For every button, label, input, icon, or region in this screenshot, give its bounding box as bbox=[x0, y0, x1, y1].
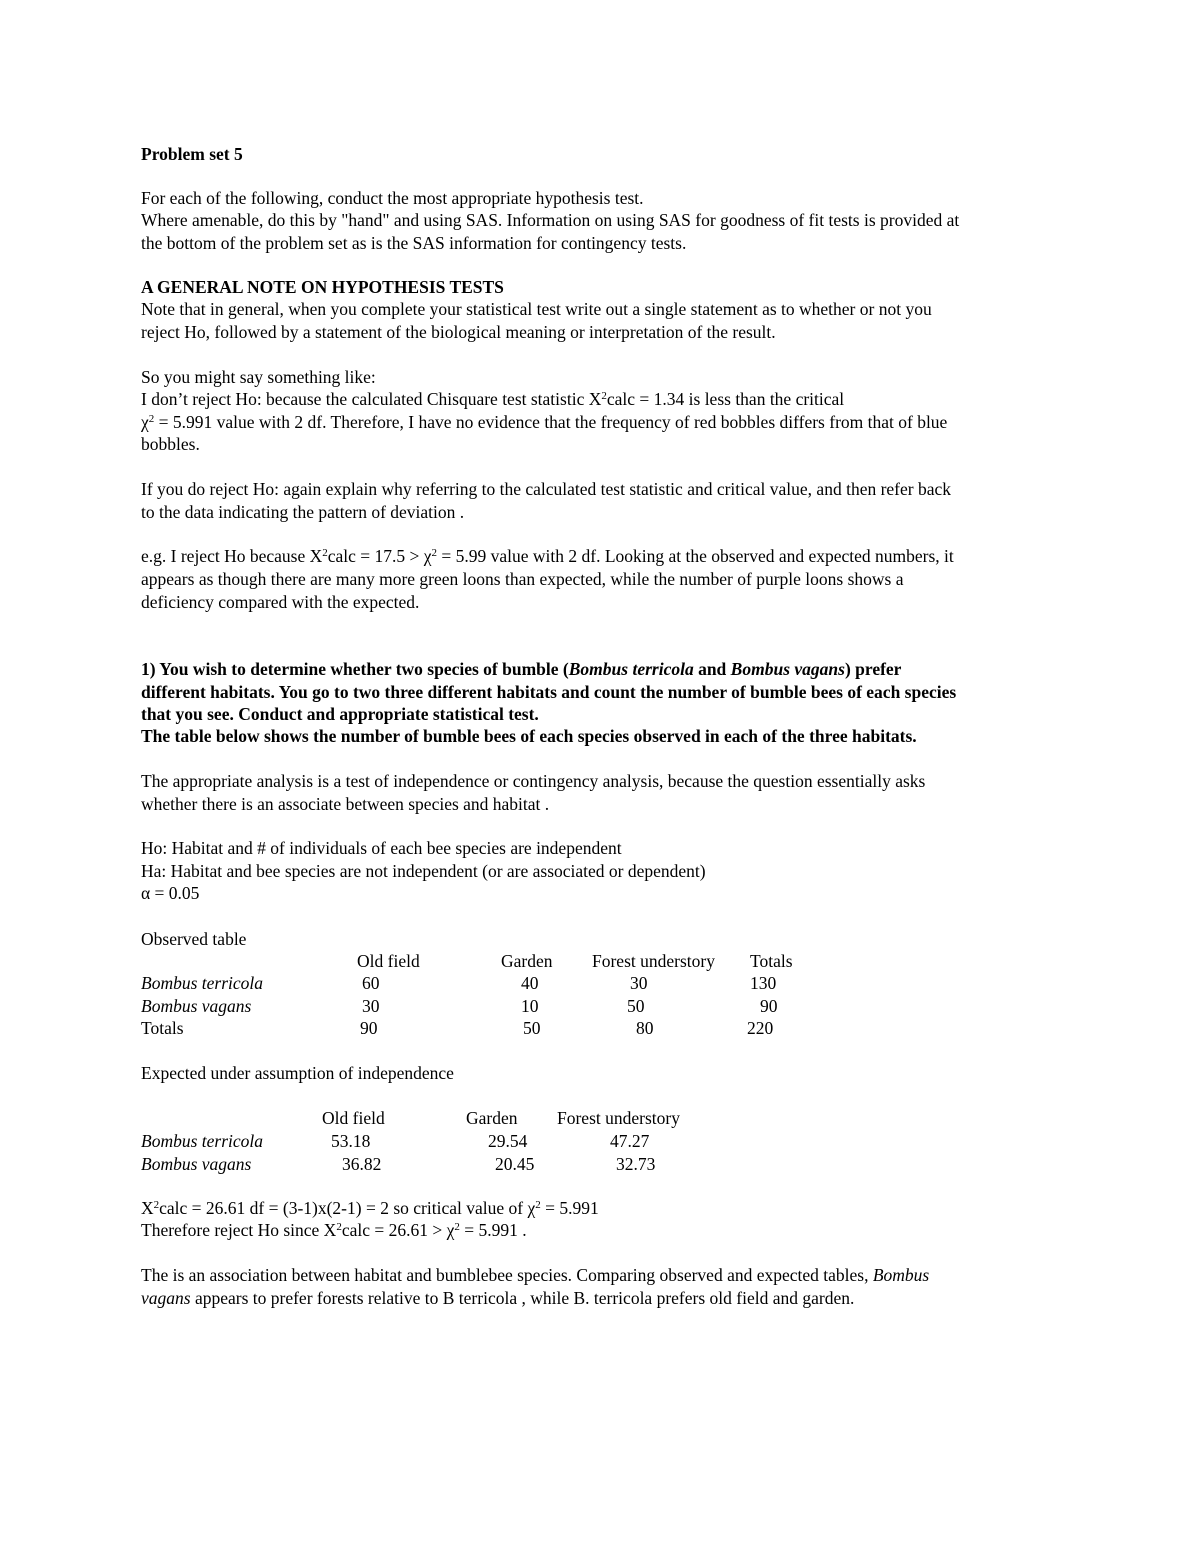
conclusion-line-2: vagans appears to prefer forests relative to B terricola , while B. terricola prefers old field and garden. bbox=[141, 1288, 855, 1308]
general-note-line-2: reject Ho, followed by a statement of the biological meaning or interpretation of the result. bbox=[141, 322, 776, 342]
observed-cell: 50 bbox=[523, 1018, 541, 1038]
question-1-line-4: The table below shows the number of bumble bees of each species observed in each of the three habitats. bbox=[141, 726, 917, 746]
expected-row-label: Bombus vagans bbox=[141, 1154, 252, 1174]
page-title: Problem set 5 bbox=[141, 144, 243, 164]
conclusion-line-1: The is an association between habitat and bumblebee species. Comparing observed and expected tables, Bombus bbox=[141, 1265, 930, 1285]
analysis-line-2: whether there is an associate between species and habitat . bbox=[141, 794, 550, 814]
general-note-line-1: Note that in general, when you complete your statistical test write out a single statement as to whether or not you bbox=[141, 299, 932, 319]
reject-line-1: If you do reject Ho: again explain why referring to the calculated test statistic and critical value, and then refer back bbox=[141, 479, 952, 499]
intro-line-1: For each of the following, conduct the most appropriate hypothesis test. bbox=[141, 188, 644, 208]
observed-header-garden: Garden bbox=[501, 951, 553, 971]
expected-cell: 32.73 bbox=[616, 1154, 656, 1174]
observed-header-old-field: Old field bbox=[357, 951, 420, 971]
observed-row-label: Totals bbox=[141, 1018, 184, 1038]
example-line-3: bobbles. bbox=[141, 434, 200, 454]
observed-cell: 60 bbox=[362, 973, 380, 993]
expected-cell: 20.45 bbox=[495, 1154, 535, 1174]
question-1-line-3: that you see. Conduct and appropriate statistical test. bbox=[141, 704, 539, 724]
observed-cell: 130 bbox=[750, 973, 777, 993]
question-1-line-1: 1) You wish to determine whether two species of bumble (Bombus terricola and Bombus vagans) prefer bbox=[141, 659, 902, 679]
null-hypothesis: Ho: Habitat and # of individuals of each bee species are independent bbox=[141, 838, 622, 858]
observed-cell: 80 bbox=[636, 1018, 654, 1038]
observed-cell: 90 bbox=[760, 996, 778, 1016]
expected-cell: 53.18 bbox=[331, 1131, 371, 1151]
observed-row-label: Bombus terricola bbox=[141, 973, 264, 993]
expected-header-old-field: Old field bbox=[322, 1108, 385, 1128]
expected-row-label: Bombus terricola bbox=[141, 1131, 264, 1151]
observed-cell: 30 bbox=[362, 996, 380, 1016]
example-line-2: $\chi^2 = 5.991$ value with 2 df. Therefore, I have no evidence that the frequency of red bobbles differs from that of blue bbox=[141, 412, 948, 432]
intro-line-2: Where amenable, do this by "hand" and using SAS. Information on using SAS for goodness of fit tests is provided at bbox=[141, 210, 960, 230]
observed-cell: 10 bbox=[521, 996, 539, 1016]
example-intro: So you might say something like: bbox=[141, 367, 376, 387]
observed-cell: 50 bbox=[627, 996, 645, 1016]
observed-header-forest: Forest understory bbox=[592, 951, 715, 971]
result-line-1: $X^2calc = 26.61$ df = (3-1)x(2-1) = 2 so critical value of $\chi^2 = 5.991$ bbox=[141, 1198, 599, 1218]
observed-header-totals: Totals bbox=[750, 951, 793, 971]
eg-line-3: deficiency compared with the expected. bbox=[141, 592, 420, 612]
result-line-2: Therefore reject Ho since $X^2calc = 26.61 > \chi^2 = 5.991$ . bbox=[141, 1220, 527, 1240]
observed-cell: 30 bbox=[630, 973, 648, 993]
alpha-level: α = 0.05 bbox=[141, 883, 200, 903]
expected-caption: Expected under assumption of independence bbox=[141, 1063, 454, 1083]
eg-line-1: e.g. I reject Ho because $X^2calc = 17.5 > \chi^2 = 5.99$ value with 2 df. Looking at the observed and expected numbers, it bbox=[141, 546, 954, 566]
reject-line-2: to the data indicating the pattern of deviation . bbox=[141, 502, 465, 522]
observed-caption: Observed table bbox=[141, 929, 247, 949]
observed-row-label: Bombus vagans bbox=[141, 996, 252, 1016]
example-line-1: I don’t reject Ho: because the calculated Chisquare test statistic $X^2calc = 1.34$ is less than the critical bbox=[141, 389, 845, 409]
analysis-line-1: The appropriate analysis is a test of independence or contingency analysis, because the question essentially asks bbox=[141, 771, 926, 791]
question-1-line-2: different habitats. You go to two three different habitats and count the number of bumble bees of each species bbox=[141, 682, 957, 702]
eg-line-2: appears as though there are many more green loons than expected, while the number of purple loons shows a bbox=[141, 569, 904, 589]
expected-cell: 47.27 bbox=[610, 1131, 650, 1151]
observed-cell: 90 bbox=[360, 1018, 378, 1038]
expected-cell: 36.82 bbox=[342, 1154, 382, 1174]
observed-cell: 220 bbox=[747, 1018, 774, 1038]
expected-header-garden: Garden bbox=[466, 1108, 518, 1128]
expected-header-forest: Forest understory bbox=[557, 1108, 680, 1128]
observed-cell: 40 bbox=[521, 973, 539, 993]
intro-line-3: the bottom of the problem set as is the SAS information for contingency tests. bbox=[141, 233, 687, 253]
general-note-heading: A GENERAL NOTE ON HYPOTHESIS TESTS bbox=[141, 277, 504, 297]
alt-hypothesis: Ha: Habitat and bee species are not independent (or are associated or dependent) bbox=[141, 861, 706, 881]
expected-cell: 29.54 bbox=[488, 1131, 528, 1151]
